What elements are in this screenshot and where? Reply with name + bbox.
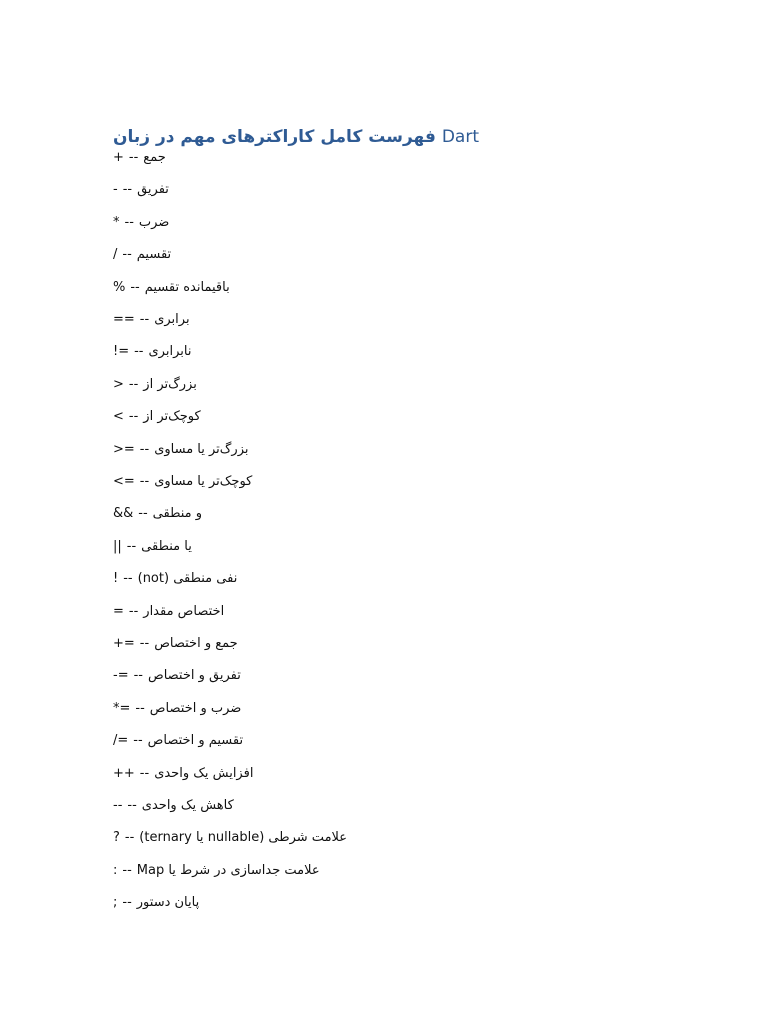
- separator: --: [130, 279, 140, 295]
- operator-description: بزرگ‌تر از: [143, 376, 197, 392]
- operator-symbol: ;: [113, 895, 118, 911]
- list-item: [113, 796, 234, 816]
- separator: --: [122, 182, 133, 198]
- operator-symbol: +: [113, 150, 124, 165]
- operator-symbol: >=: [113, 441, 135, 457]
- operator-description: جمع: [143, 150, 166, 165]
- list-item: [113, 180, 169, 200]
- separator: --: [122, 247, 132, 263]
- operator-description: جمع و اختصاص: [154, 636, 238, 651]
- separator: --: [128, 603, 139, 619]
- operator-symbol: <=: [113, 474, 135, 489]
- list-item: [113, 342, 191, 362]
- operator-symbol: <: [113, 409, 124, 425]
- operator-description: تفریق: [137, 182, 169, 198]
- list-item: [113, 634, 238, 654]
- operator-description: تقسیم: [136, 247, 172, 263]
- operator-description: تفریق و اختصاص: [147, 668, 241, 684]
- operator-symbol: ||: [113, 538, 122, 554]
- separator: --: [123, 571, 133, 587]
- operator-symbol: ==: [113, 312, 135, 327]
- operator-symbol: >: [113, 376, 124, 392]
- operator-symbol: +=: [113, 636, 135, 651]
- list-item: [113, 310, 190, 330]
- operator-description: بزرگ‌تر یا مساوی: [154, 441, 249, 457]
- separator: --: [138, 506, 148, 522]
- list-item: [113, 666, 241, 686]
- separator: --: [126, 538, 137, 554]
- list-item: [113, 699, 241, 719]
- operator-symbol: /: [113, 247, 118, 263]
- title-en: Dart: [441, 127, 479, 147]
- operator-description: کاهش یک واحدی: [141, 798, 234, 813]
- operator-description: کوچک‌تر از: [143, 409, 201, 425]
- operator-description: افزایش یک واحدی: [154, 765, 254, 781]
- separator: --: [127, 798, 137, 813]
- operator-symbol: -: [113, 182, 118, 198]
- document-title: [113, 124, 673, 150]
- list-item: [113, 537, 192, 557]
- separator: --: [128, 376, 139, 392]
- operator-symbol: ?: [113, 830, 120, 846]
- separator: --: [128, 150, 139, 165]
- separator: --: [124, 214, 134, 230]
- list-item: [113, 828, 347, 848]
- list-item: [113, 861, 320, 881]
- list-item: [113, 731, 243, 751]
- operator-symbol: %: [113, 279, 126, 295]
- operator-description: نفی منطقی (not): [137, 571, 238, 587]
- separator: --: [139, 474, 150, 489]
- operator-symbol: ++: [113, 765, 135, 781]
- operator-symbol: !=: [113, 344, 130, 360]
- operator-symbol: --: [113, 798, 123, 813]
- operator-symbol: &&: [113, 506, 134, 522]
- separator: --: [122, 862, 132, 878]
- separator: --: [135, 700, 145, 716]
- operator-description: ضرب و اختصاص: [149, 700, 242, 716]
- title-fa: فهرست کامل کاراکترهای مهم در زبان: [113, 127, 436, 147]
- list-item: [113, 569, 237, 589]
- operator-symbol: *=: [113, 700, 131, 716]
- list-item: [113, 764, 253, 784]
- separator: --: [139, 765, 150, 781]
- operator-description: اختصاص مقدار: [143, 603, 225, 619]
- separator: --: [139, 312, 150, 327]
- separator: --: [128, 409, 139, 425]
- operator-description: علامت شرطی (nullable یا ternary): [139, 830, 348, 846]
- operator-symbol: !: [113, 571, 119, 587]
- list-item: [113, 148, 166, 168]
- list-item: [113, 407, 201, 427]
- separator: --: [124, 830, 135, 846]
- list-item: [113, 893, 199, 913]
- list-item: [113, 602, 224, 622]
- operator-description: پایان دستور: [136, 895, 200, 911]
- list-item: [113, 213, 169, 233]
- operator-description: نابرابری: [148, 344, 192, 360]
- operator-description: ضرب: [138, 214, 170, 230]
- operator-symbol: =: [113, 603, 124, 619]
- separator: --: [134, 344, 144, 360]
- list-item: [113, 375, 197, 395]
- separator: --: [133, 668, 143, 684]
- operator-symbol: *: [113, 214, 120, 230]
- operator-symbol: /=: [113, 733, 129, 749]
- list-item: [113, 440, 249, 460]
- list-item: [113, 278, 230, 298]
- operator-description: کوچک‌تر یا مساوی: [154, 474, 253, 489]
- operator-symbol: :: [113, 862, 118, 878]
- operator-description: باقیمانده تقسیم: [144, 279, 230, 295]
- list-item: [113, 245, 171, 265]
- separator: --: [122, 895, 132, 911]
- list-item: [113, 504, 202, 524]
- separator: --: [133, 733, 143, 749]
- list-item: [113, 472, 252, 492]
- operator-symbol: -=: [113, 668, 129, 684]
- separator: --: [139, 441, 150, 457]
- operator-description: علامت جداسازی در شرط یا Map: [136, 862, 320, 878]
- separator: --: [139, 636, 150, 651]
- operator-description: تقسیم و اختصاص: [147, 733, 244, 749]
- document-page: [113, 124, 673, 911]
- operator-description: برابری: [154, 312, 190, 327]
- operator-description: یا منطقی: [141, 538, 192, 554]
- operator-description: و منطقی: [152, 506, 203, 522]
